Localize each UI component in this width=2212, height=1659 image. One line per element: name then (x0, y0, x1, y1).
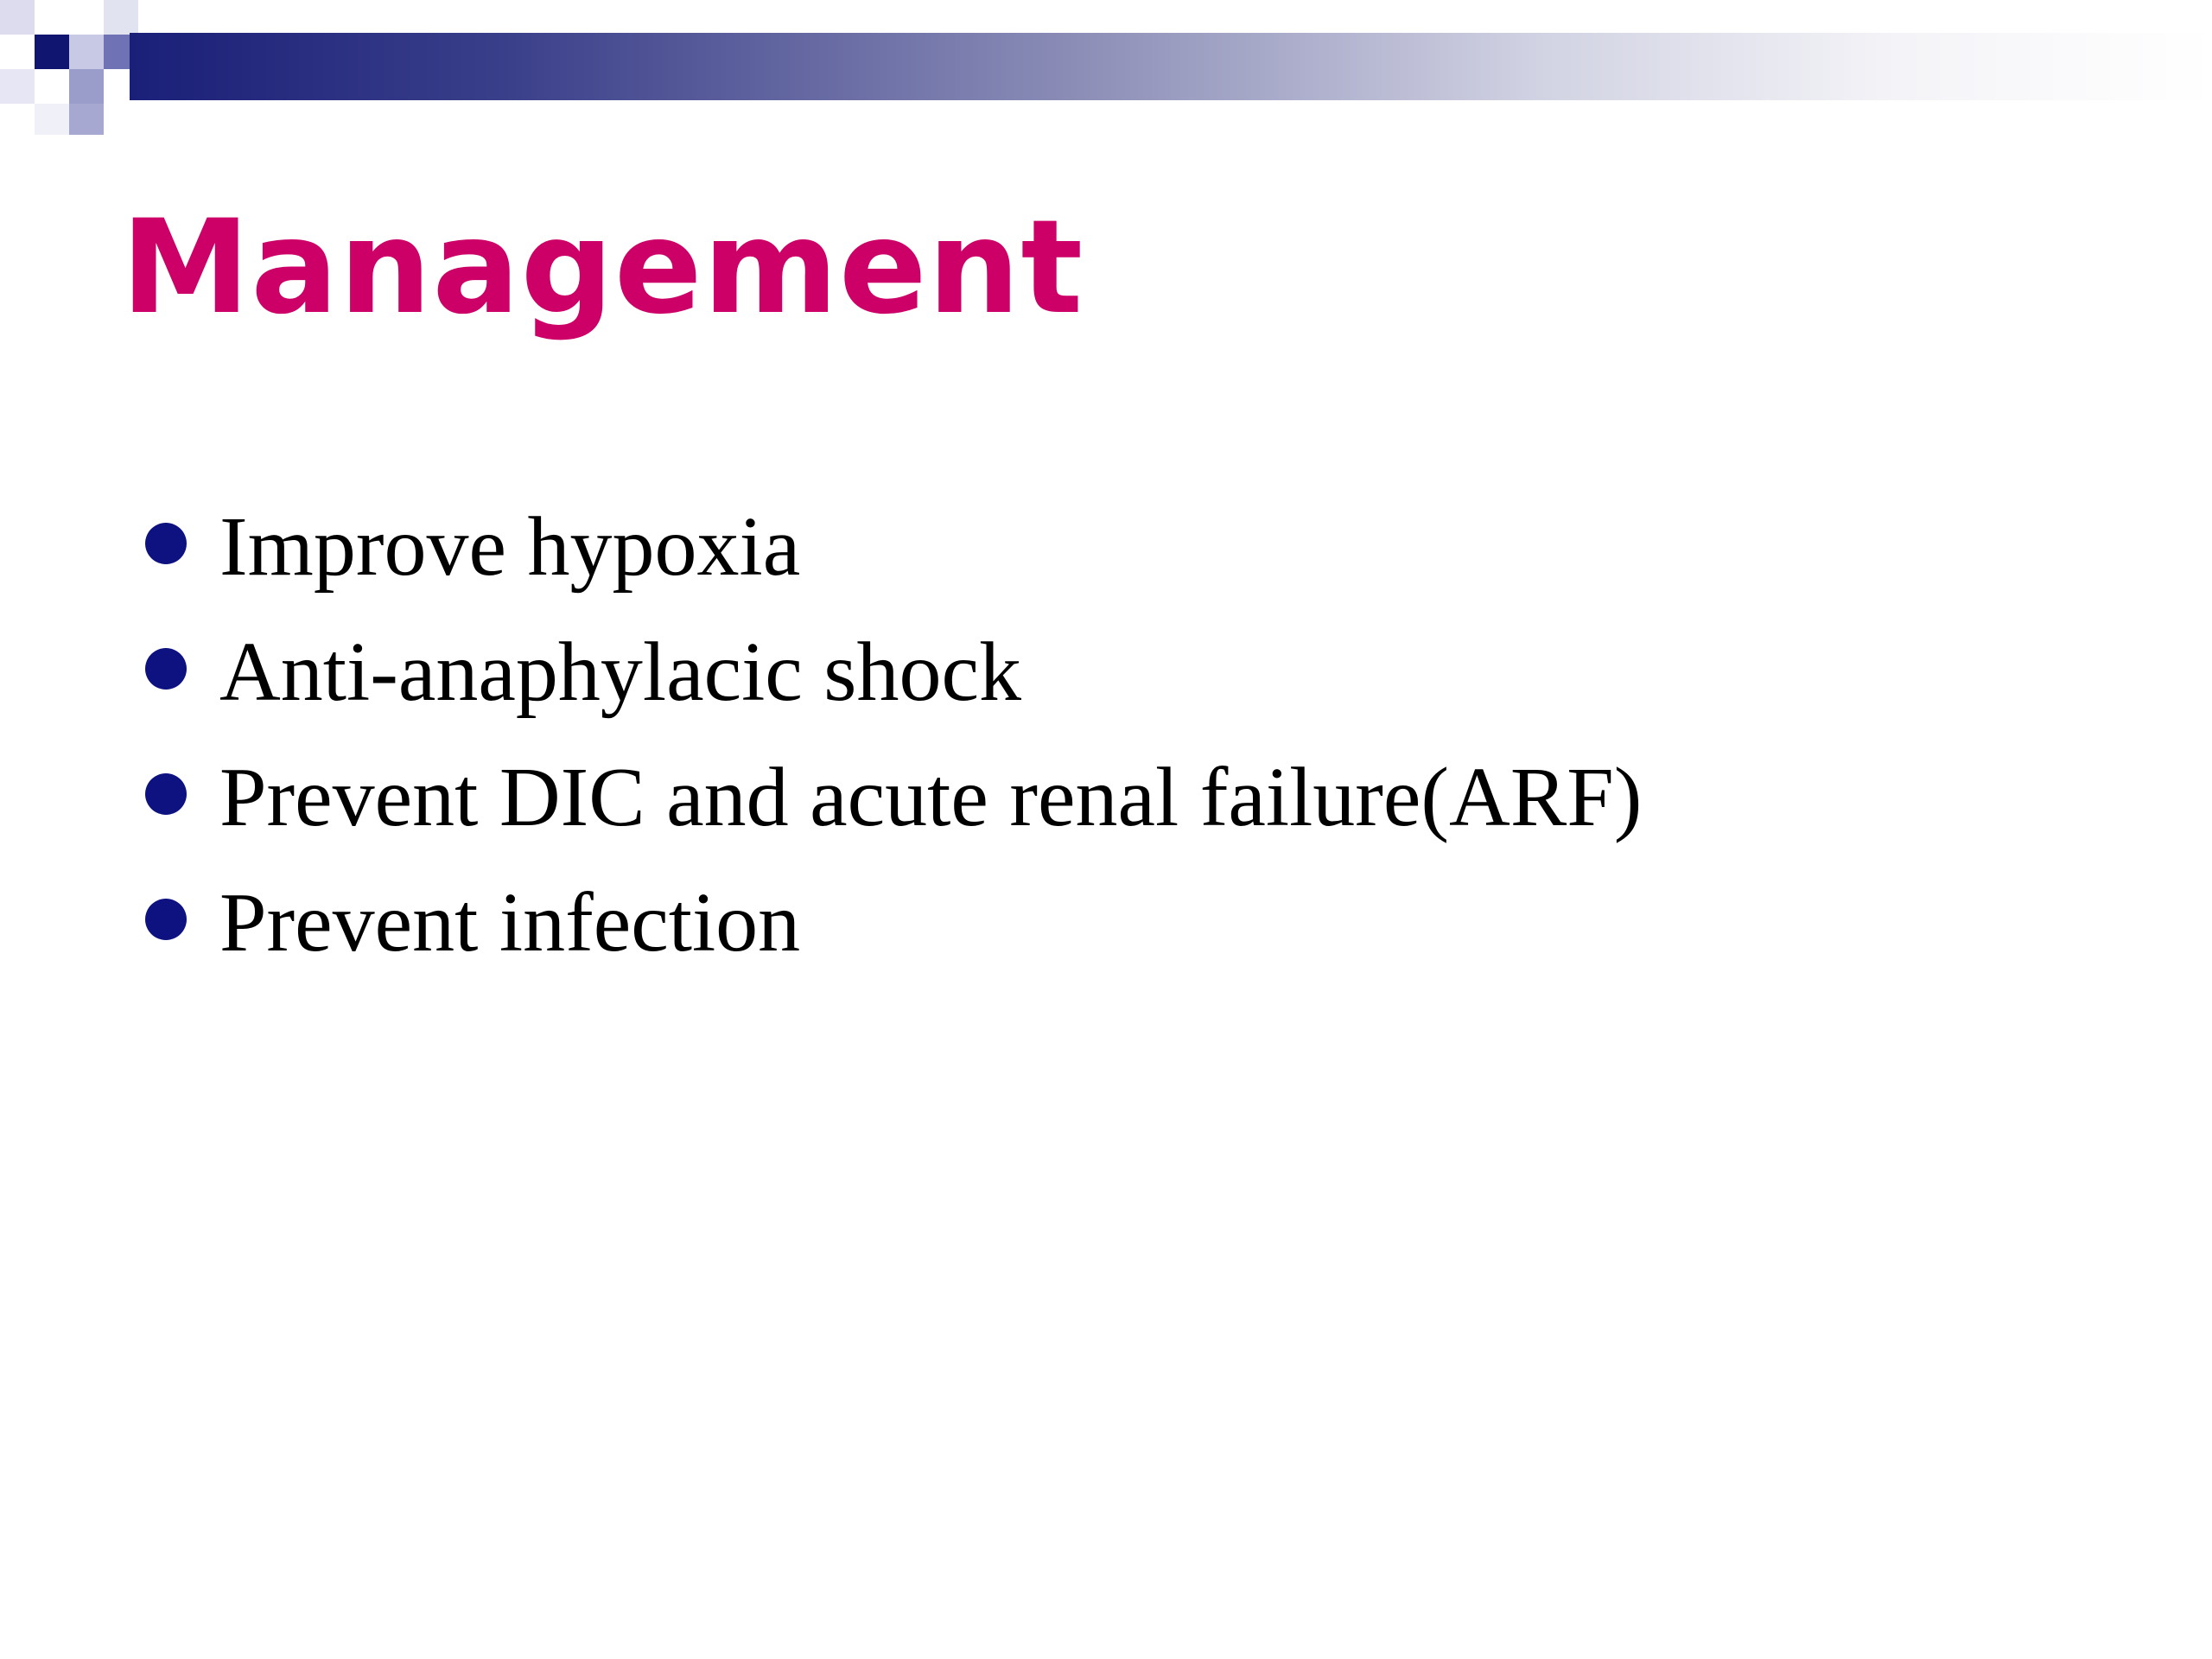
decor-square (69, 35, 104, 69)
bullet-icon (145, 773, 187, 815)
slide-title: Management (121, 193, 1084, 343)
bullet-item (145, 734, 1642, 860)
decor-square (69, 104, 104, 135)
header-gradient-bar (130, 33, 2212, 100)
decor-square (0, 0, 35, 35)
bullet-icon (145, 523, 187, 564)
bullet-icon (145, 899, 187, 940)
decor-square (35, 104, 69, 135)
decor-square (69, 69, 104, 104)
decor-square (35, 35, 69, 69)
bullet-text: Anti-anaphylacic shock (219, 625, 1021, 719)
bullet-item (145, 860, 1642, 985)
decor-square (0, 69, 35, 104)
bullet-icon (145, 648, 187, 690)
bullet-item (145, 484, 1642, 609)
bullet-text: Prevent infection (219, 875, 801, 969)
bullet-text: Improve hypoxia (219, 499, 801, 594)
bullet-item (145, 609, 1642, 734)
decor-square (104, 0, 138, 35)
bullet-text: Prevent DIC and acute renal failure(ARF) (219, 750, 1643, 844)
bullet-list (145, 484, 1642, 985)
